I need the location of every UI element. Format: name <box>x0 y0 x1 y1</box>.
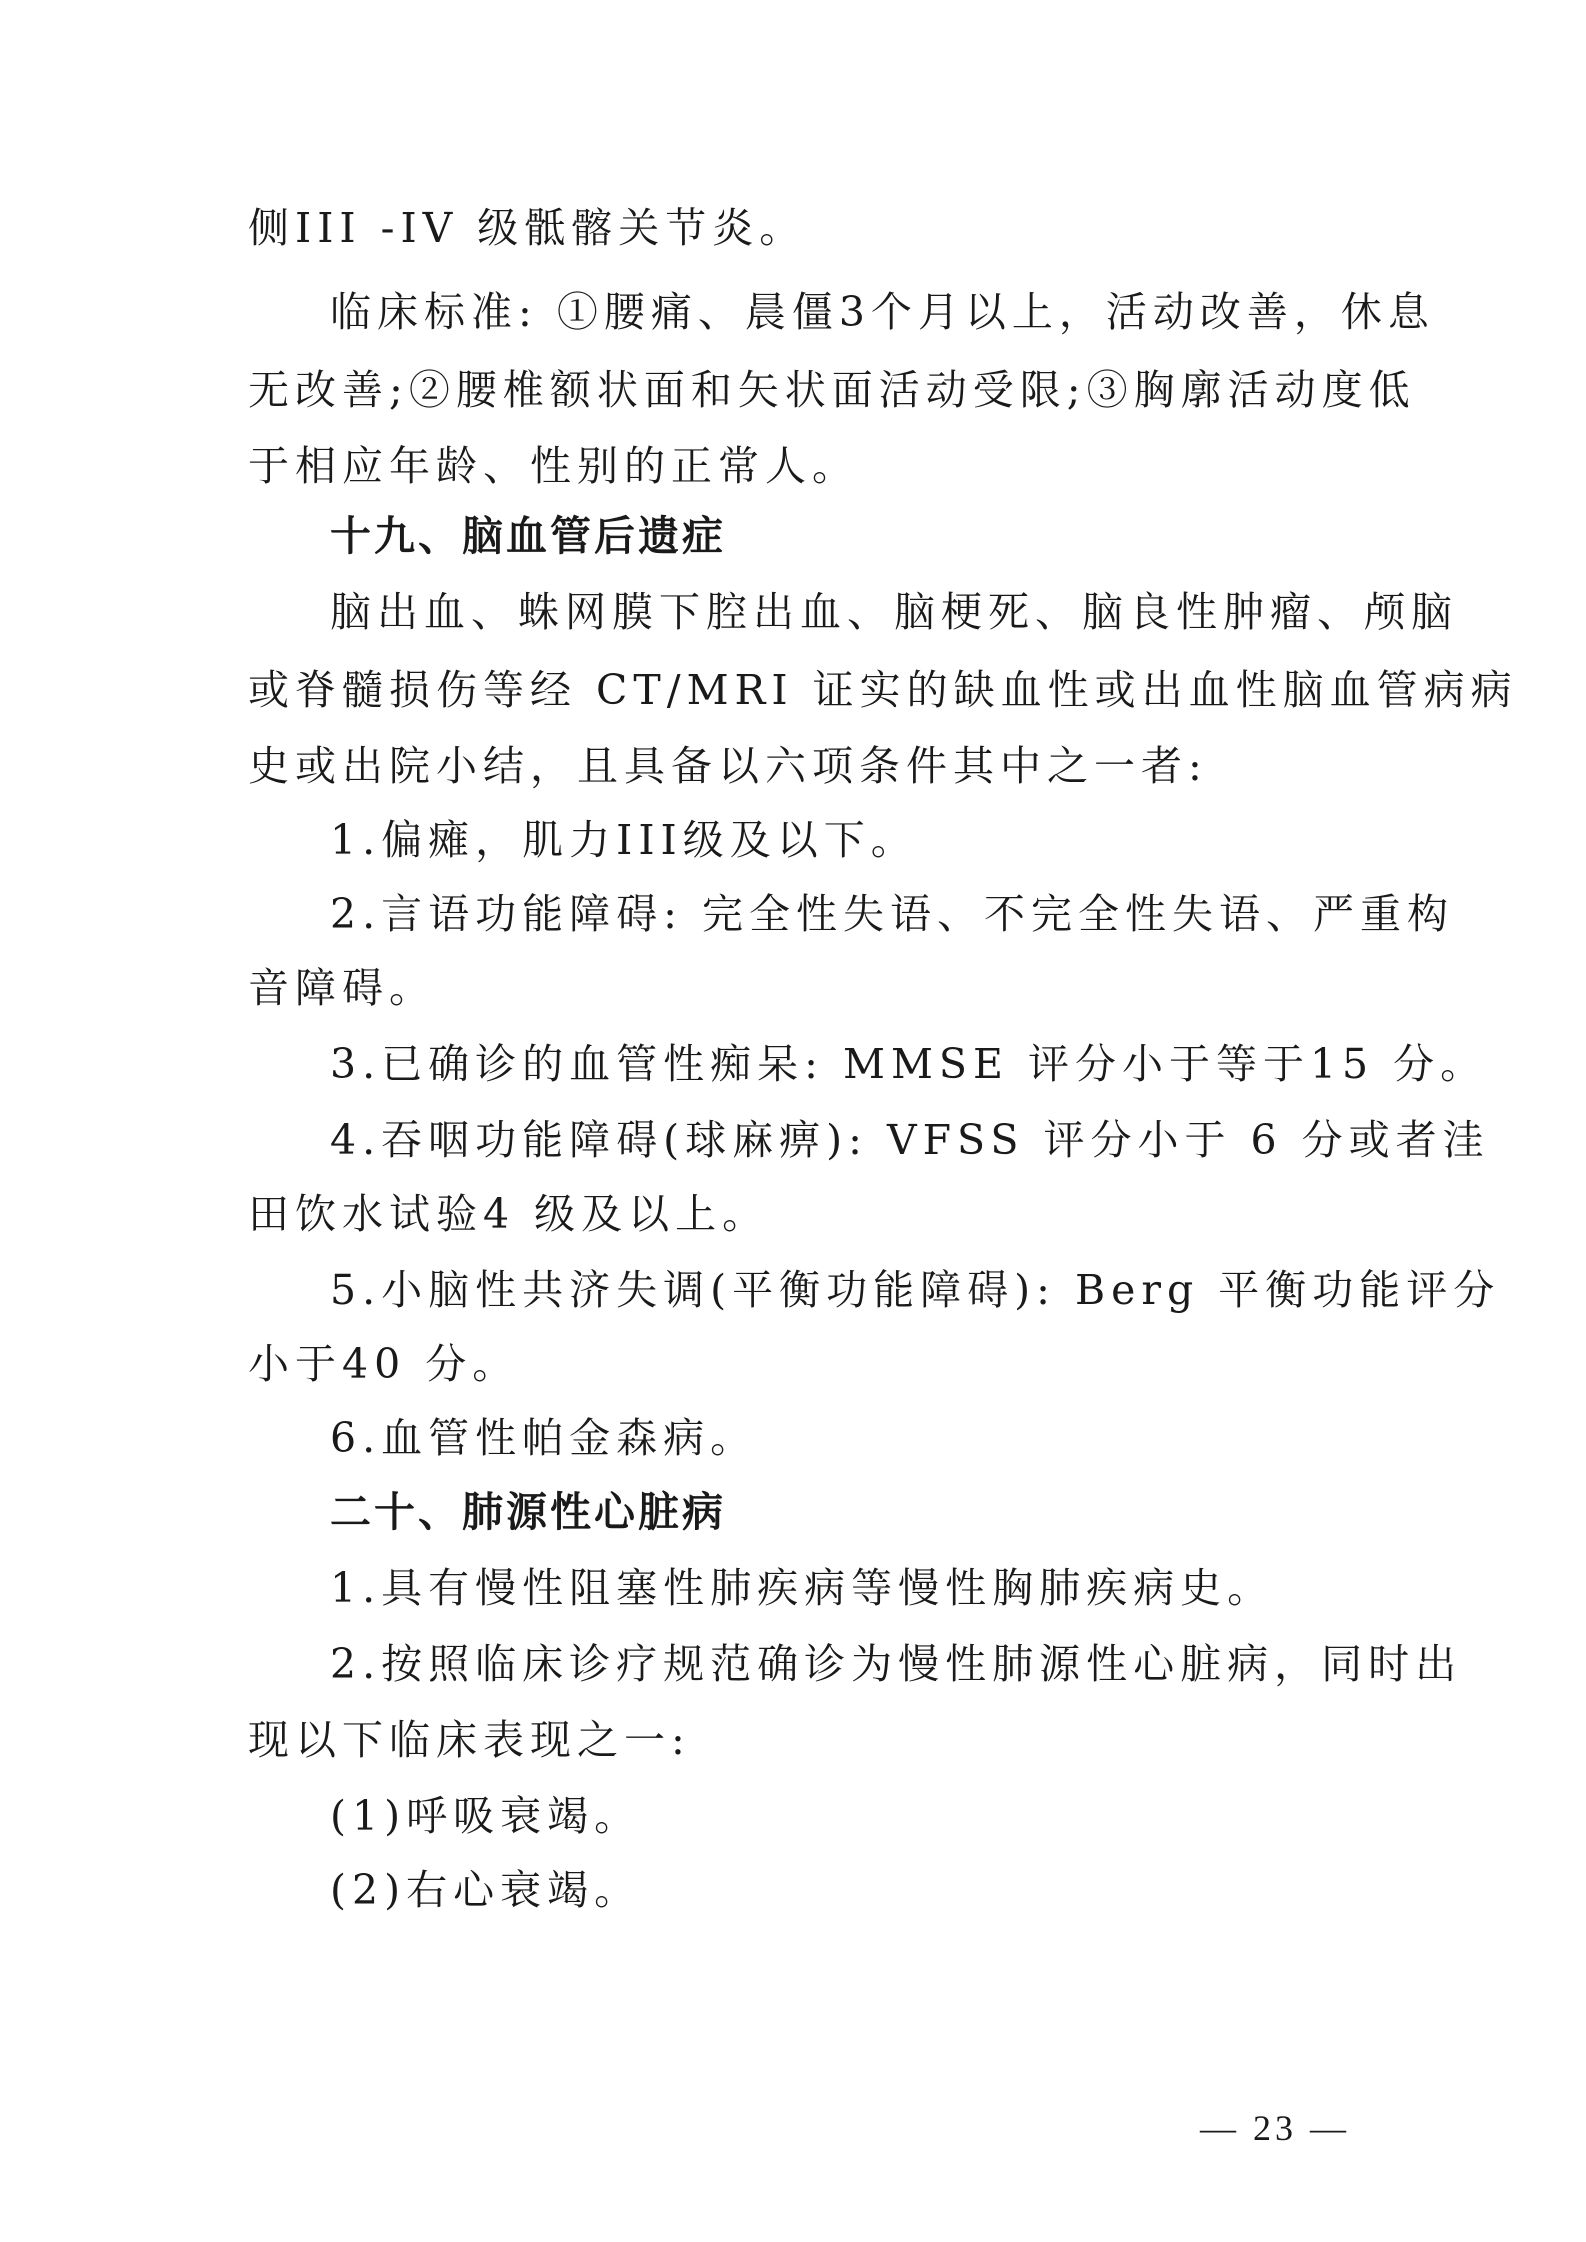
section-heading-19: 十九、脑血管后遗症 <box>330 512 726 560</box>
paragraph-line: 或脊髓损伤等经 CT/MRI 证实的缺血性或出血性脑血管病病 <box>248 666 1518 714</box>
paragraph-line: 史或出院小结，且具备以六项条件其中之一者: <box>248 742 1208 790</box>
paragraph-line: 侧III -IV 级骶髂关节炎。 <box>248 204 807 252</box>
sub-item: (2)右心衰竭。 <box>330 1866 642 1914</box>
list-item-continuation: 音障碍。 <box>248 964 436 1012</box>
list-item: 3.已确诊的血管性痴呆: MMSE 评分小于等于15 分。 <box>330 1040 1488 1088</box>
list-item-continuation: 小于40 分。 <box>248 1340 520 1388</box>
list-item-continuation: 田饮水试验4 级及以上。 <box>248 1190 770 1238</box>
paragraph-line: 无改善;②腰椎额状面和矢状面活动受限;③胸廓活动度低 <box>248 366 1416 414</box>
paragraph-line: 脑出血、蛛网膜下腔出血、脑梗死、脑良性肿瘤、颅脑 <box>330 588 1458 636</box>
list-item: 2.言语功能障碍: 完全性失语、不完全性失语、严重构 <box>330 890 1454 938</box>
sub-item: (1)呼吸衰竭。 <box>330 1792 642 1840</box>
list-item: 2.按照临床诊疗规范确诊为慢性肺源性心脏病，同时出 <box>330 1640 1463 1688</box>
list-item: 4.吞咽功能障碍(球麻痹): VFSS 评分小于 6 分或者洼 <box>330 1116 1490 1164</box>
page-number: — 23 — <box>1200 2108 1350 2148</box>
paragraph-line: 于相应年龄、性别的正常人。 <box>248 442 859 490</box>
list-item-continuation: 现以下临床表现之一: <box>248 1716 691 1764</box>
section-heading-20: 二十、肺源性心脏病 <box>330 1488 726 1536</box>
list-item: 1.偏瘫，肌力III级及以下。 <box>330 816 918 864</box>
list-item: 5.小脑性共济失调(平衡功能障碍): Berg 平衡功能评分 <box>330 1266 1501 1314</box>
paragraph-line: 临床标准: ①腰痛、晨僵3个月以上，活动改善，休息 <box>330 288 1435 336</box>
list-item: 1.具有慢性阻塞性肺疾病等慢性胸肺疾病史。 <box>330 1564 1275 1612</box>
list-item: 6.血管性帕金森病。 <box>330 1414 758 1462</box>
